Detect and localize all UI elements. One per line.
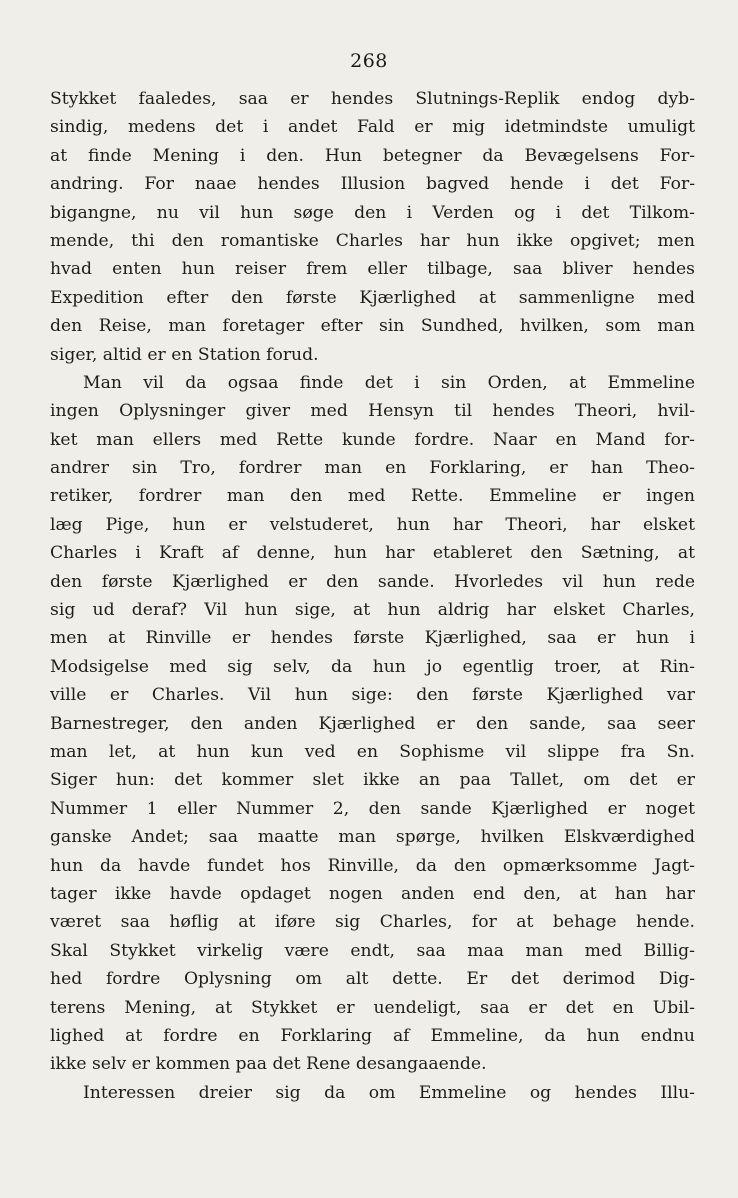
text-line: Stykket faaledes, saa er hendes Slutnings-Replik endog dyb- [50,89,695,109]
text-line: sig ud deraf? Vil hun sige, at hun aldrig har elsket Charles, [50,600,695,621]
text-line: lighed at fordre en Forklaring af Emmeline, da hun endnu [50,1025,695,1046]
text-line: bigangne, nu vil hun søge den i Verden og i det Tilkom- [50,202,695,223]
text-line: hvad enten hun reiser frem eller tilbage, saa bliver hendes [50,259,695,280]
text-line: retiker, fordrer man den med Rette. Emmeline er ingen [50,486,695,507]
text-line: mende, thi den romantiske Charles har hun ikke opgivet; men [50,230,695,251]
text-line: ville er Charles. Vil hun sige: den første Kjærlighed var [50,685,695,706]
text-line: Interessen dreier sig da om Emmeline og hendes Illu- [83,1082,695,1103]
body-text [50,85,695,1107]
text-line: ikke selv er kommen paa det Rene desangaaende. [50,1054,487,1075]
text-line: hun da havde fundet hos Rinville, da den opmærksomme Jagt- [50,855,695,876]
text-line: Siger hun: det kommer slet ikke an paa Tallet, om det er [50,770,695,791]
text-line: at finde Mening i den. Hun betegner da Bevægelsens For- [50,145,695,166]
text-line: ket man ellers med Rette kunde fordre. Naar en Mand for- [50,429,695,450]
text-line: andrer sin Tro, fordrer man en Forklaring, er han Theo- [50,458,695,479]
text-line: Charles i Kraft af denne, hun har etableret den Sætning, at [50,543,695,564]
text-line: Man vil da ogsaa finde det i sin Orden, at Emmeline [83,372,695,393]
text-line: den Reise, man foretager efter sin Sundhed, hvilken, som man [50,316,695,337]
text-line: Nummer 1 eller Nummer 2, den sande Kjærlighed er noget [50,798,695,819]
text-line: læg Pige, hun er velstuderet, hun har Theori, har elsket [50,514,695,535]
text-line: men at Rinville er hendes første Kjærlighed, saa er hun i [50,628,695,649]
text-line: sindig, medens det i andet Fald er mig idetmindste umuligt [50,117,695,138]
text-line: terens Mening, at Stykket er uendeligt, saa er det en Ubil- [50,997,695,1018]
text-line: Barnestreger, den anden Kjærlighed er den sande, saa seer [50,713,695,734]
text-line: Expedition efter den første Kjærlighed at sammenligne med [50,287,695,308]
text-line: andring. For naae hendes Illusion bagved hende i det For- [50,174,695,195]
text-line: siger, altid er en Station forud. [50,344,319,365]
text-line: ganske Andet; saa maatte man spørge, hvilken Elskværdighed [50,827,695,848]
text-line: Skal Stykket virkelig være endt, saa maa man med Billig- [50,940,695,961]
text-line: Modsigelse med sig selv, da hun jo egentlig troer, at Rin- [50,656,695,677]
text-line: tager ikke havde opdaget nogen anden end den, at han har [50,883,695,904]
text-line: hed fordre Oplysning om alt dette. Er det derimod Dig- [50,969,695,990]
text-line: man let, at hun kun ved en Sophisme vil slippe fra Sn. [50,741,695,762]
text-line: været saa høflig at iføre sig Charles, for at behage hende. [50,912,695,933]
page-number: 268 [350,50,388,72]
text-line: den første Kjærlighed er den sande. Hvorledes vil hun rede [50,571,695,592]
text-line: ingen Oplysninger giver med Hensyn til hendes Theori, hvil- [50,401,695,422]
